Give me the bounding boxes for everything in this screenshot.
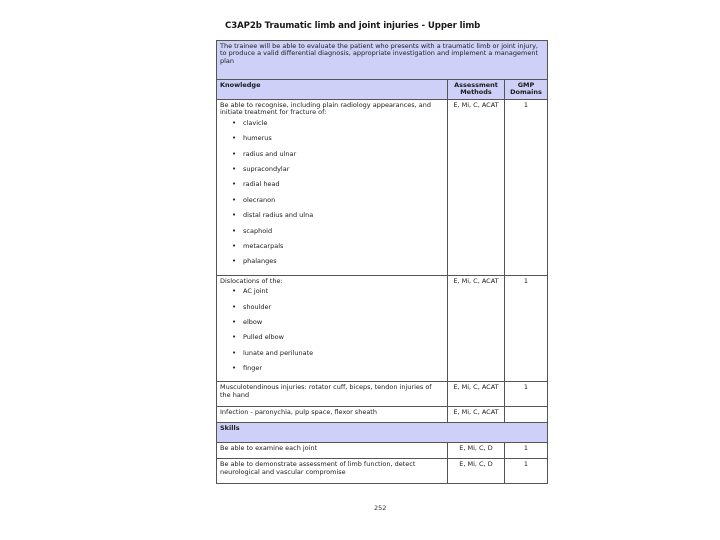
page-number: 252 (374, 504, 387, 512)
list-item: • supracondylar (232, 165, 444, 180)
assessment-cell: E, Mi, C, D (448, 443, 505, 459)
header-knowledge: Knowledge (217, 80, 448, 100)
row-text: Dislocations of the: (220, 276, 283, 285)
knowledge-cell: Infection - paronychia, pulp space, flexor sheath (217, 407, 448, 423)
header-assessment: Assessment Methods (448, 80, 505, 100)
table-row (217, 407, 548, 423)
assessment-cell: E, Mi, C, ACAT (448, 275, 505, 382)
list-item: • shoulder (232, 303, 444, 318)
list-item: • radial head (232, 180, 444, 195)
table-row (217, 275, 548, 382)
bullet-list (220, 287, 444, 379)
knowledge-cell (217, 100, 448, 276)
list-item: • metacarpals (232, 242, 444, 257)
table-row (217, 100, 548, 276)
list-item: • humerus (232, 134, 444, 149)
header-gmp: GMP Domains (505, 80, 548, 100)
skills-cell: Be able to demonstrate assessment of limb function, detect neurological and vascular compromise (217, 459, 448, 484)
intro-cell: The trainee will be able to evaluate the patient who presents with a traumatic limb or joint injury, to produce a valid differential diagnosis, appropriate investigation and implement a management plan (217, 41, 548, 80)
skills-header-row (217, 423, 548, 443)
curriculum-table (216, 40, 548, 484)
list-item: • AC joint (232, 287, 444, 302)
skills-cell: Be able to examine each joint (217, 443, 448, 459)
assessment-cell: E, Mi, C, ACAT (448, 382, 505, 407)
list-item: • elbow (232, 318, 444, 333)
header-skills: Skills (217, 423, 548, 443)
knowledge-cell: Musculotendinous injuries: rotator cuff, biceps, tendon injuries of the hand (217, 382, 448, 407)
bullet-list (220, 119, 444, 273)
document-title: C3AP2b Traumatic limb and joint injuries - Upper limb (225, 21, 481, 31)
row-text: Be able to recognise, including plain radiology appearances, and initiate treatment for fracture of: (220, 101, 432, 117)
knowledge-cell (217, 275, 448, 382)
list-item: • olecranon (232, 196, 444, 211)
table-row (217, 443, 548, 459)
assessment-cell: E, Mi, C, D (448, 459, 505, 484)
list-item: • lunate and perilunate (232, 349, 444, 364)
list-item: • phalanges (232, 257, 444, 272)
table-row (217, 459, 548, 484)
list-item: • scaphoid (232, 227, 444, 242)
list-item: • clavicle (232, 119, 444, 134)
assessment-cell: E, Mi, C, ACAT (448, 100, 505, 276)
list-item: • radius and ulnar (232, 150, 444, 165)
list-item: • distal radius and ulna (232, 211, 444, 226)
table-row (217, 382, 548, 407)
gmp-cell: 1 (505, 443, 548, 459)
gmp-cell: 1 (505, 459, 548, 484)
gmp-cell: 1 (505, 100, 548, 276)
assessment-cell: E, Mi, C, ACAT (448, 407, 505, 423)
gmp-cell: 1 (505, 382, 548, 407)
list-item: • Pulled elbow (232, 333, 444, 348)
intro-row (217, 41, 548, 80)
gmp-cell: 1 (505, 275, 548, 382)
gmp-cell (505, 407, 548, 423)
knowledge-header-row (217, 80, 548, 100)
list-item: • finger (232, 364, 444, 379)
